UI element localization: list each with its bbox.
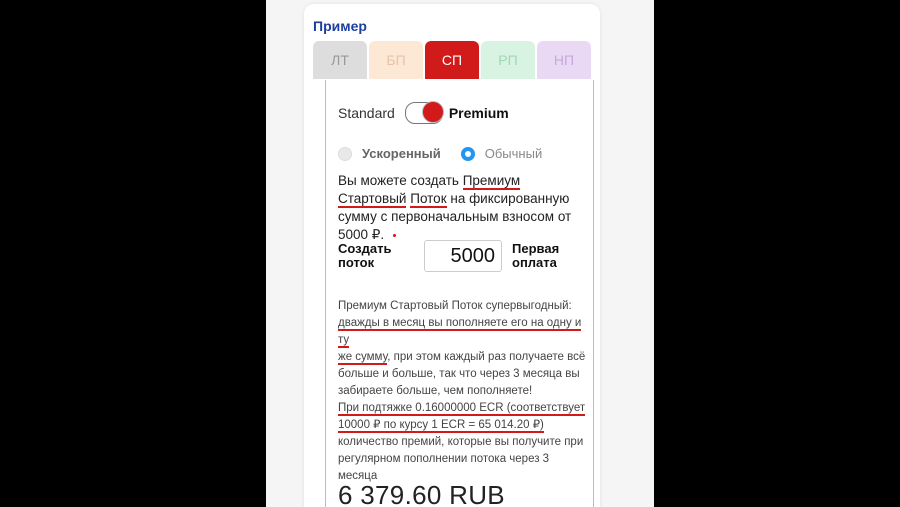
description-text: Вы можете создать Премиум Стартовый Поток на фиксированную сумму с первоначальным взносом от 5000 ₽. <box>338 173 572 242</box>
radio-regular-label: Обычный <box>484 146 543 161</box>
toggle-knob <box>422 101 444 123</box>
tab-bp[interactable]: БП <box>369 41 423 79</box>
result-amount: 6 379.60 RUB <box>338 480 505 507</box>
create-stream-row <box>338 240 588 274</box>
premium-label: Premium <box>448 105 509 121</box>
tab-np[interactable]: НП <box>537 41 591 79</box>
example-card <box>304 4 600 507</box>
underlined-phrase: Премиум Стартовый <box>338 173 521 206</box>
underlined-phrase-2: Поток <box>410 191 447 206</box>
info-paragraph-2: При подтяжке 0.16000000 ECR (соответствует 10000 ₽ по курсу 1 ECR = 65 014.20 ₽) количество премий, которые вы получите при регулярном пополнении потока через 3 месяца <box>338 402 586 482</box>
amount-input[interactable]: 5000 <box>424 240 502 272</box>
plan-toggle-row <box>338 102 509 124</box>
first-payment-label: Первая оплата <box>512 241 560 270</box>
radio-accelerated[interactable] <box>338 147 352 161</box>
speed-radio-group <box>338 146 562 161</box>
radio-regular[interactable] <box>461 147 475 161</box>
info-paragraph-1: Премиум Стартовый Поток супервыгодный: дважды в месяц вы пополняете его на одну и ту же сумму, при этом каждый раз получаете всё больше и больше, так что через 3 месяца вы забираете больше, чем пополняете! <box>338 300 586 397</box>
create-stream-label: Создать поток <box>338 241 392 270</box>
red-dot-marker <box>393 234 396 237</box>
tab-rp[interactable]: РП <box>481 41 535 79</box>
card-title: Пример <box>313 18 367 34</box>
tab-sp[interactable]: СП <box>425 41 479 79</box>
tab-lt[interactable]: ЛТ <box>313 41 367 79</box>
tab-bar <box>313 41 592 79</box>
phone-screen <box>266 0 654 507</box>
standard-label: Standard <box>338 105 395 121</box>
plan-toggle-switch[interactable] <box>405 102 443 124</box>
tab-panel <box>325 80 594 507</box>
radio-accelerated-label: Ускоренный <box>362 146 441 161</box>
